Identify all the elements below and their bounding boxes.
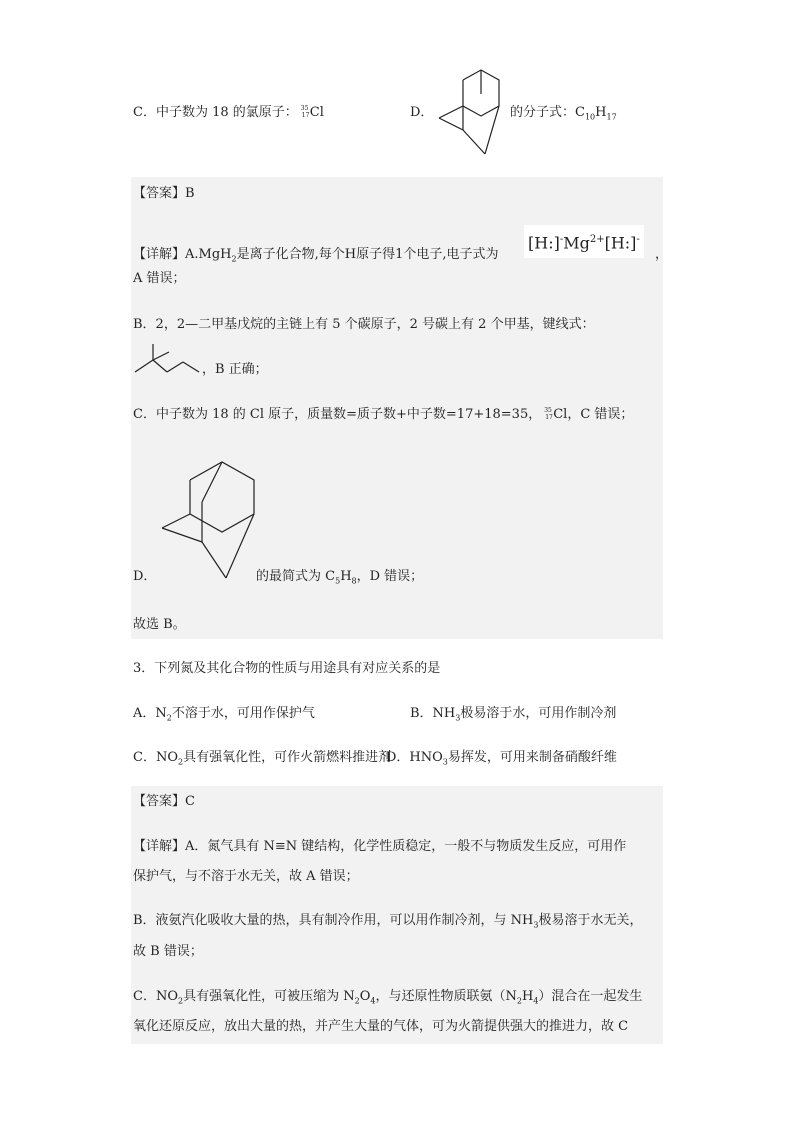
q2-option-d-label xyxy=(410,104,433,122)
q2-conclusion: 故选 B。 xyxy=(133,617,186,632)
formula-text: H xyxy=(595,105,607,120)
q2-detail-b-line2: ，B 正确； xyxy=(202,362,268,377)
detail-text: H xyxy=(521,989,534,1004)
q2-option-d-formula xyxy=(510,104,617,127)
q3-detail-a-line2: 保护气，与不溶于水无关，故 A 错误； xyxy=(133,869,359,884)
detail-text: 的最简式为 C xyxy=(256,569,336,584)
q2-detail-a-tail: ， xyxy=(655,247,669,262)
atomic-number: 17 xyxy=(545,414,553,421)
ef-charge: - xyxy=(559,234,564,245)
option-text: 不溶于水，可用作保护气 xyxy=(171,706,315,721)
option-text: C．NO xyxy=(133,750,178,765)
subscript: 4 xyxy=(533,996,539,1006)
nuclide-notation xyxy=(541,406,553,424)
ef-charge: - xyxy=(636,234,640,245)
ef-part: [H:] xyxy=(528,233,560,253)
q2-answer: 【答案】B xyxy=(133,186,195,201)
subscript: 10 xyxy=(584,112,596,122)
detail-text: O xyxy=(359,989,371,1004)
q2-detail-b-line1: B．2，2—二甲基戊烷的主链上有 5 个碳原子，2 号碳上有 2 个甲基，键线式： xyxy=(133,317,595,332)
option-text: A．N xyxy=(133,706,167,721)
detail-text: ，D 错误； xyxy=(356,569,424,584)
nuclide-notation xyxy=(298,104,310,122)
detail-text: ，C 错误； xyxy=(567,407,634,422)
subscript: 2 xyxy=(177,996,184,1006)
option-text: C．中子数为 18 的氯原子： xyxy=(133,105,298,120)
subscript: 17 xyxy=(606,112,617,122)
option-text: 易挥发，可用来制备硝酸纤维 xyxy=(447,750,617,765)
detail-text: 具有强氧化性，可被压缩为 N xyxy=(183,989,355,1004)
option-text: D． xyxy=(410,105,434,120)
q3-option-c xyxy=(133,749,391,772)
detail-text: ，与还原性物质联氨（N xyxy=(375,989,517,1004)
subscript: 3 xyxy=(442,757,448,767)
q2-detail-a-line2: A 错误； xyxy=(133,271,186,286)
option-text: 极易溶于水，可用作制冷剂 xyxy=(460,706,617,721)
ef-part: [H:] xyxy=(604,233,637,253)
subscript: 2 xyxy=(231,254,237,264)
q3-detail-a-line1: 【详解】A．氮气具有 N≡N 键结构，化学性质稳定，一般不与物质发生反应，可用作 xyxy=(133,839,627,854)
subscript: 4 xyxy=(370,996,376,1006)
q3-stem: 3．下列氮及其化合物的性质与用途具有对应关系的是 xyxy=(133,661,441,676)
q2-detail-c xyxy=(133,406,633,424)
adamantane-structure-top xyxy=(435,68,515,156)
q3-option-a xyxy=(133,705,315,728)
q3-answer: 【答案】C xyxy=(133,794,195,809)
mass-number: 35 xyxy=(300,105,309,112)
subscript: 2 xyxy=(166,713,172,723)
q3-detail-b-line2: 故 B 错误； xyxy=(133,944,203,959)
q3-detail-b-line1 xyxy=(133,912,643,935)
adamantane-structure-detail xyxy=(158,432,258,582)
subscript: 3 xyxy=(533,920,539,930)
element-symbol: Cl xyxy=(553,407,568,422)
detail-text: 【详解】A.MgH xyxy=(133,247,232,262)
q3-detail-c-line2: 氧化还原反应，放出大量的热，并产生大量的气体，可为火箭提供强大的推进力，故 C xyxy=(133,1019,629,1034)
q2-detail-a xyxy=(133,246,498,269)
atomic-number: 17 xyxy=(301,112,310,119)
detail-text: 极易溶于水无关， xyxy=(538,913,643,928)
detail-text: ）混合在一起发生 xyxy=(538,989,643,1004)
q2-detail-d xyxy=(256,568,423,591)
detail-text: B．液氨汽化吸收大量的热，具有制冷作用，可以用作制冷剂，与 NH xyxy=(133,913,534,928)
option-text: B．NH xyxy=(410,706,456,721)
ef-part: Mg xyxy=(563,233,590,253)
detail-text: 是离子化合物,每个H原子得1个电子,电子式为 xyxy=(236,247,499,262)
element-symbol: Cl xyxy=(309,105,324,120)
q3-option-d xyxy=(386,749,617,772)
q2-option-c xyxy=(133,104,324,122)
subscript: 3 xyxy=(455,713,461,723)
subscript: 2 xyxy=(354,996,360,1006)
formula-text: 的分子式：C xyxy=(510,105,585,120)
option-text: D．HNO xyxy=(386,750,443,765)
detail-text: C．NO xyxy=(133,989,178,1004)
q2-detail-d-label: D． xyxy=(133,569,157,584)
subscript: 8 xyxy=(351,576,357,586)
ef-charge: 2+ xyxy=(589,234,605,245)
detail-text: H xyxy=(340,569,352,584)
subscript: 2 xyxy=(516,996,522,1006)
subscript: 2 xyxy=(177,757,184,767)
mass-number: 35 xyxy=(544,407,552,414)
detail-text: C．中子数为 18 的 Cl 原子，质量数=质子数+中子数=17+18=35， xyxy=(133,407,542,422)
q3-option-b xyxy=(410,705,616,728)
option-text: 具有强氧化性，可作火箭燃料推进剂 xyxy=(183,750,392,765)
electron-formula xyxy=(524,225,644,258)
skeletal-formula xyxy=(133,342,203,378)
subscript: 5 xyxy=(335,576,341,586)
q3-detail-c-line1 xyxy=(133,988,642,1011)
